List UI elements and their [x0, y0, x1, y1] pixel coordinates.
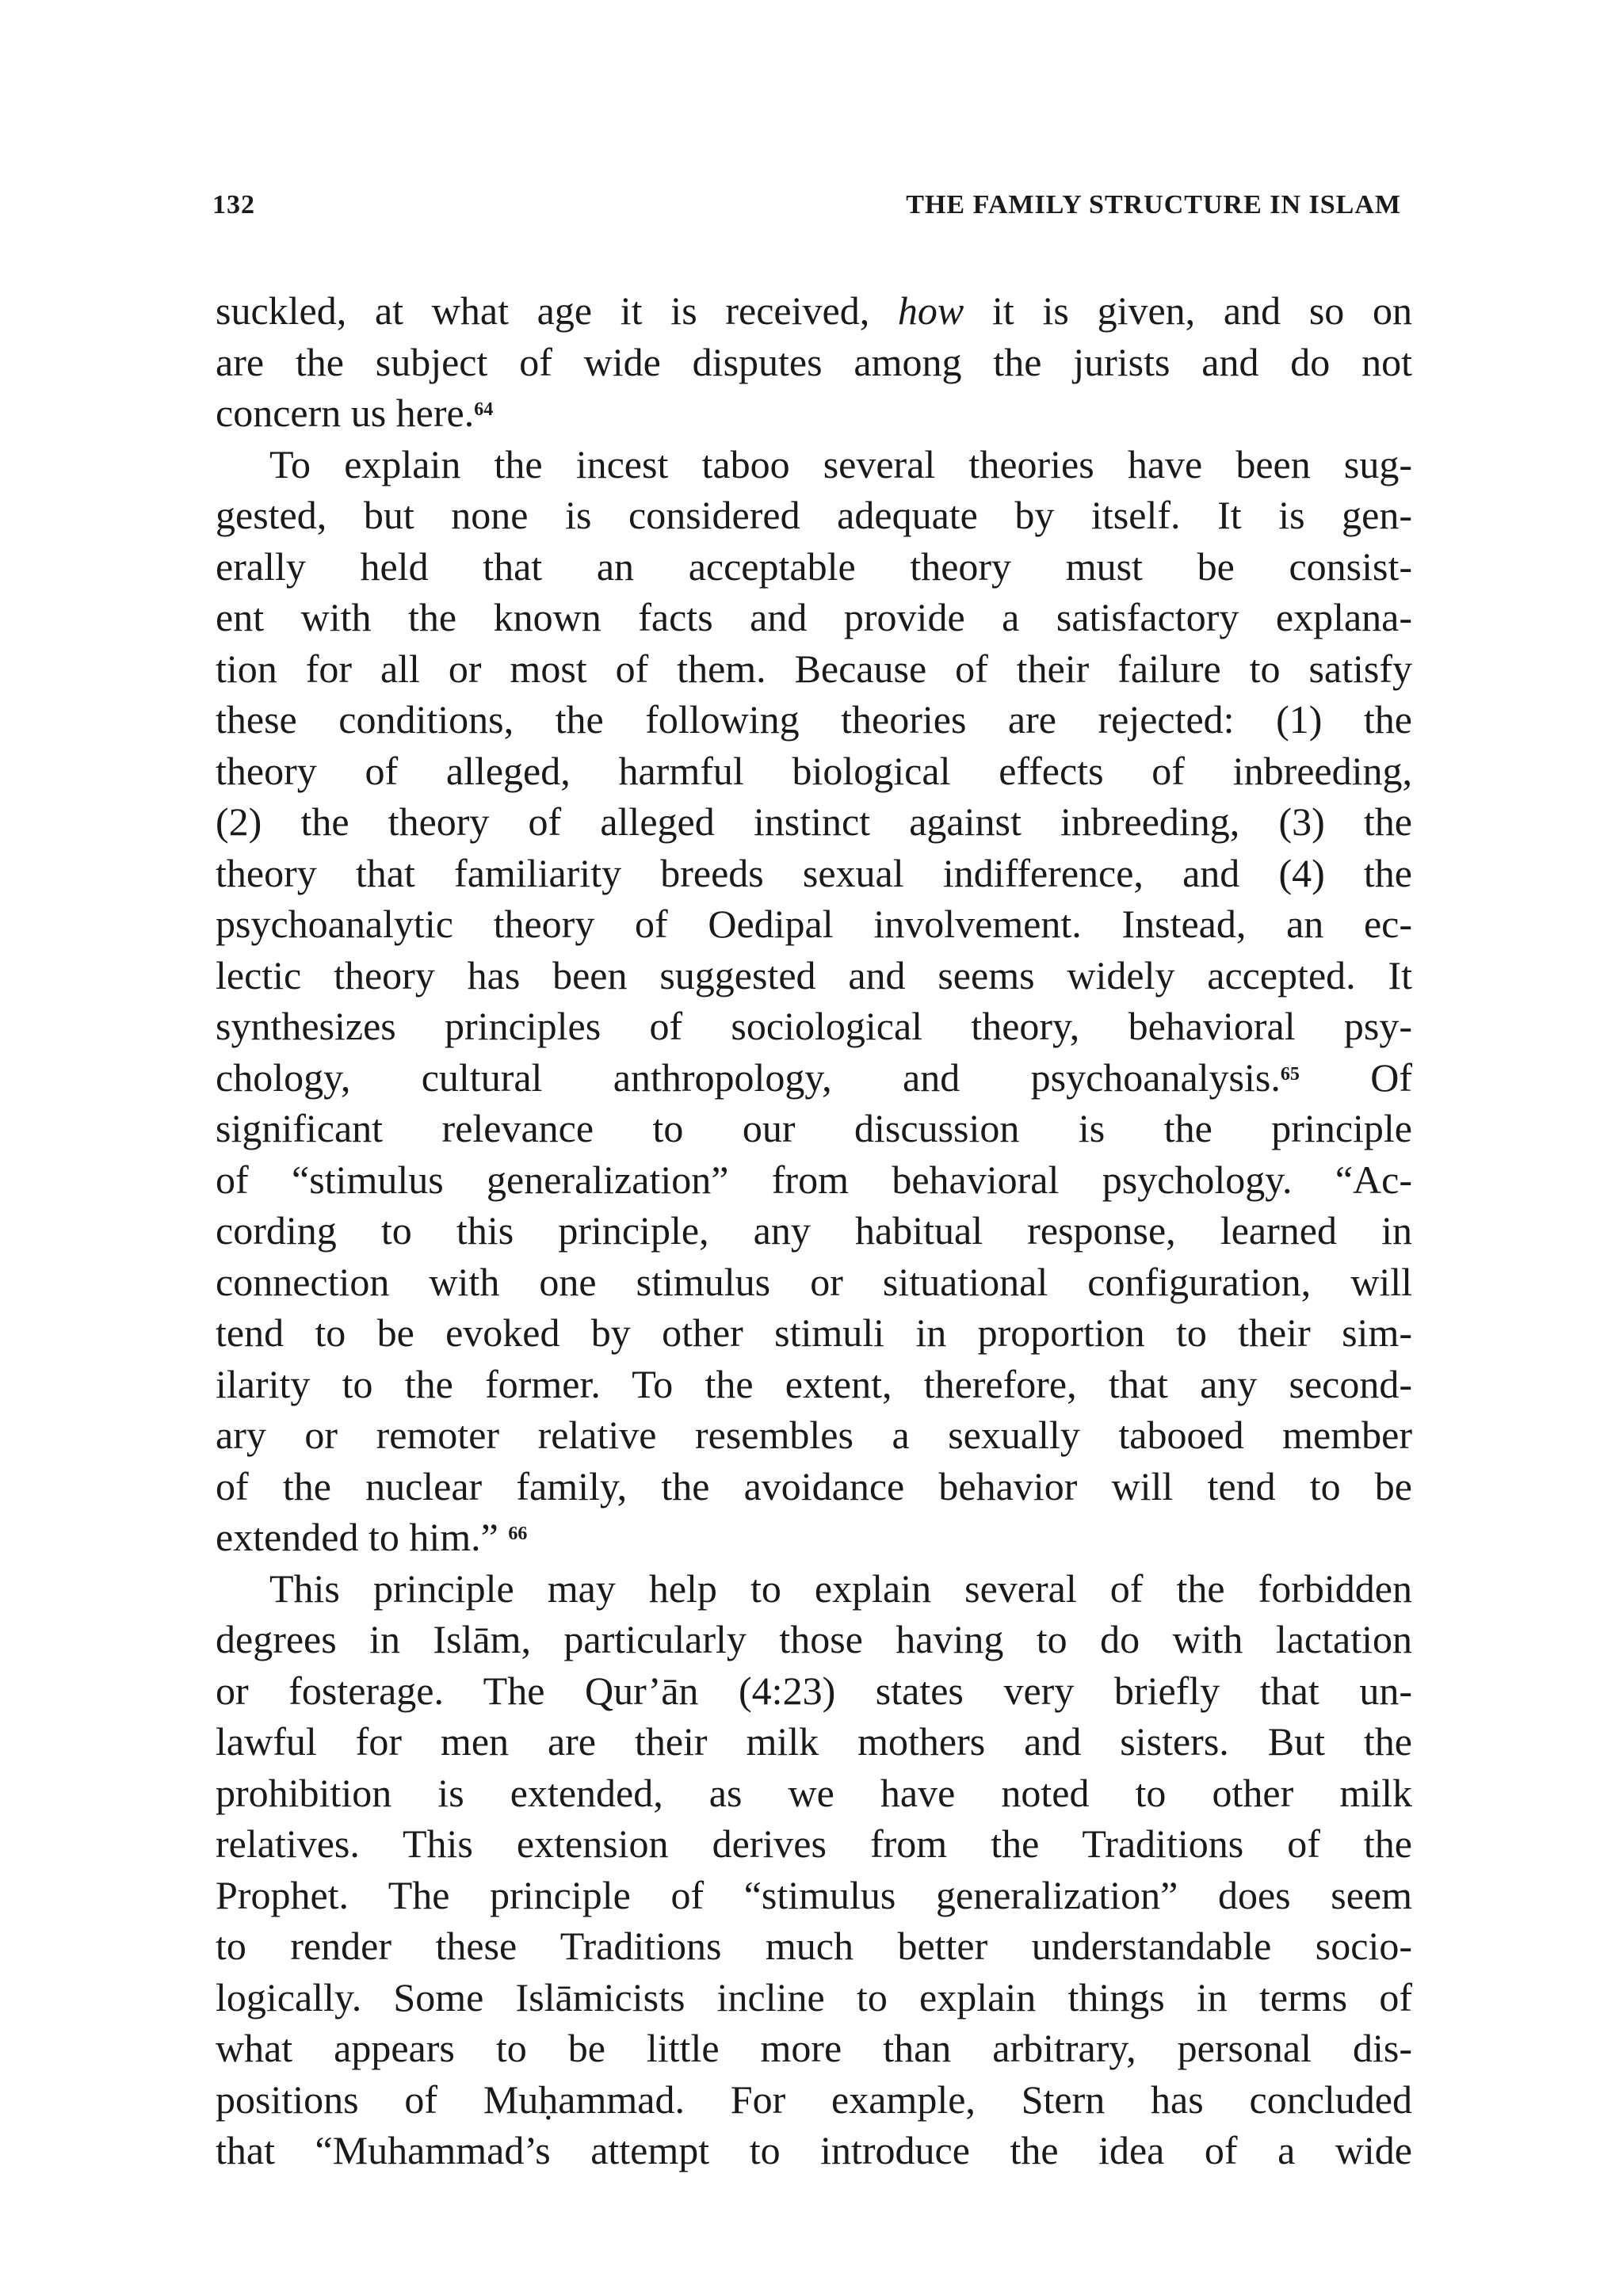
line-text: that “Muhammad’s attempt to introduce the idea of a wide [216, 2128, 1412, 2172]
text-line [216, 1768, 1412, 1819]
line-text: theory that familiarity breeds sexual indifference, and (4) the [216, 850, 1412, 895]
line-text: prohibition is extended, as we have noted to other milk [216, 1770, 1412, 1815]
text-line [216, 1512, 1412, 1563]
running-head [212, 190, 1401, 238]
text-line [216, 1052, 1412, 1104]
text-line [216, 950, 1412, 1001]
text-line [216, 1665, 1412, 1717]
line-text: cording to this principle, any habitual response, learned in [216, 1208, 1412, 1253]
line-text: Prophet. The principle of “stimulus generalization” does seem [216, 1872, 1412, 1917]
text-line [216, 848, 1412, 899]
line-text: of “stimulus generalization” from behavioral psychology. “Ac- [216, 1157, 1412, 1202]
line-text: or fosterage. The Qur’ān (4:23) states very briefly that un- [216, 1668, 1412, 1713]
line-text-continuation: it is given, and so on [964, 288, 1412, 333]
line-text: of the nuclear family, the avoidance behavior will tend to be [216, 1463, 1412, 1508]
text-line [216, 439, 1412, 490]
text-line [216, 1103, 1412, 1154]
line-text: extended to him.” [216, 1515, 509, 1559]
text-line [216, 1818, 1412, 1870]
text-line [216, 285, 1412, 337]
footnote-marker: 64 [474, 399, 494, 420]
line-text: suckled, at what age it is received, [216, 288, 898, 333]
text-line [216, 898, 1412, 950]
text-line [216, 541, 1412, 593]
line-text: to render these Traditions much better understandable socio- [216, 1924, 1412, 1968]
footnote-marker: 66 [508, 1524, 528, 1544]
text-line [216, 746, 1412, 797]
text-line [216, 1920, 1412, 1972]
body-text [216, 285, 1412, 2176]
text-line [216, 1716, 1412, 1768]
line-text: ent with the known facts and provide a satisfactory explana- [216, 595, 1412, 639]
line-text: are the subject of wide disputes among the jurists and do not [216, 339, 1412, 384]
line-text: degrees in Islām, particularly those having to do with lactation [216, 1617, 1412, 1661]
text-line [216, 2125, 1412, 2176]
line-text: tion for all or most of them. Because of their failure to satisfy [216, 646, 1412, 691]
line-text: ary or remoter relative resembles a sexually tabooed member [216, 1413, 1412, 1457]
text-line [216, 1461, 1412, 1512]
running-title: THE FAMILY STRUCTURE IN ISLAM [906, 190, 1401, 219]
line-text: gested, but none is considered adequate by itself. It is gen- [216, 493, 1412, 537]
text-line [216, 1001, 1412, 1052]
line-text: chology, cultural anthropology, and psychoanalysis. [216, 1055, 1281, 1100]
line-text: This principle may help to explain several of the forbidden [269, 1566, 1412, 1611]
text-line [216, 592, 1412, 643]
line-text: tend to be evoked by other stimuli in proportion to their sim- [216, 1310, 1412, 1355]
line-text: lawful for men are their milk mothers and sisters. But the [216, 1719, 1412, 1764]
text-line [216, 387, 1412, 439]
line-text: synthesizes principles of sociological theory, behavioral psy- [216, 1004, 1412, 1048]
line-text: what appears to be little more than arbitrary, personal dis- [216, 2026, 1412, 2070]
text-line [216, 1409, 1412, 1461]
line-text: logically. Some Islāmicists incline to explain things in terms of [216, 1974, 1412, 2019]
text-line [216, 1870, 1412, 1921]
line-text: concern us here. [216, 391, 475, 435]
line-text: these conditions, the following theories are rejected: (1) the [216, 697, 1412, 742]
text-line [216, 1205, 1412, 1257]
page-number: 132 [212, 190, 255, 219]
line-text: relatives. This extension derives from the Traditions of the [216, 1821, 1412, 1866]
text-line [216, 796, 1412, 848]
line-text: erally held that an acceptable theory must be consist- [216, 543, 1412, 589]
text-line [216, 694, 1412, 746]
text-line [216, 1154, 1412, 1206]
line-text: To explain the incest taboo several theories have been sug- [269, 441, 1412, 486]
text-line [216, 1359, 1412, 1410]
emphasis-text: how [897, 288, 964, 333]
line-text: positions of Muḥammad. For example, Stern has concluded [216, 2077, 1412, 2122]
line-text-continuation: Of [1299, 1055, 1412, 1100]
line-text: significant relevance to our discussion is the principle [216, 1106, 1412, 1150]
line-text: connection with one stimulus or situational configuration, will [216, 1259, 1412, 1304]
text-line [216, 1972, 1412, 2023]
line-text: ilarity to the former. To the extent, therefore, that any second- [216, 1361, 1412, 1406]
text-line [216, 1307, 1412, 1359]
text-line [216, 2074, 1412, 2126]
text-line [216, 643, 1412, 695]
text-line [216, 337, 1412, 388]
text-line [216, 1563, 1412, 1615]
text-line [216, 1257, 1412, 1308]
line-text: (2) the theory of alleged instinct against inbreeding, (3) the [216, 799, 1412, 844]
text-line [216, 1614, 1412, 1665]
line-text: lectic theory has been suggested and seems widely accepted. It [216, 952, 1412, 997]
text-line [216, 2023, 1412, 2074]
line-text: theory of alleged, harmful biological effects of inbreeding, [216, 748, 1412, 793]
line-text: psychoanalytic theory of Oedipal involvement. Instead, an ec- [216, 902, 1412, 946]
footnote-marker: 65 [1280, 1063, 1300, 1085]
text-line [216, 490, 1412, 541]
